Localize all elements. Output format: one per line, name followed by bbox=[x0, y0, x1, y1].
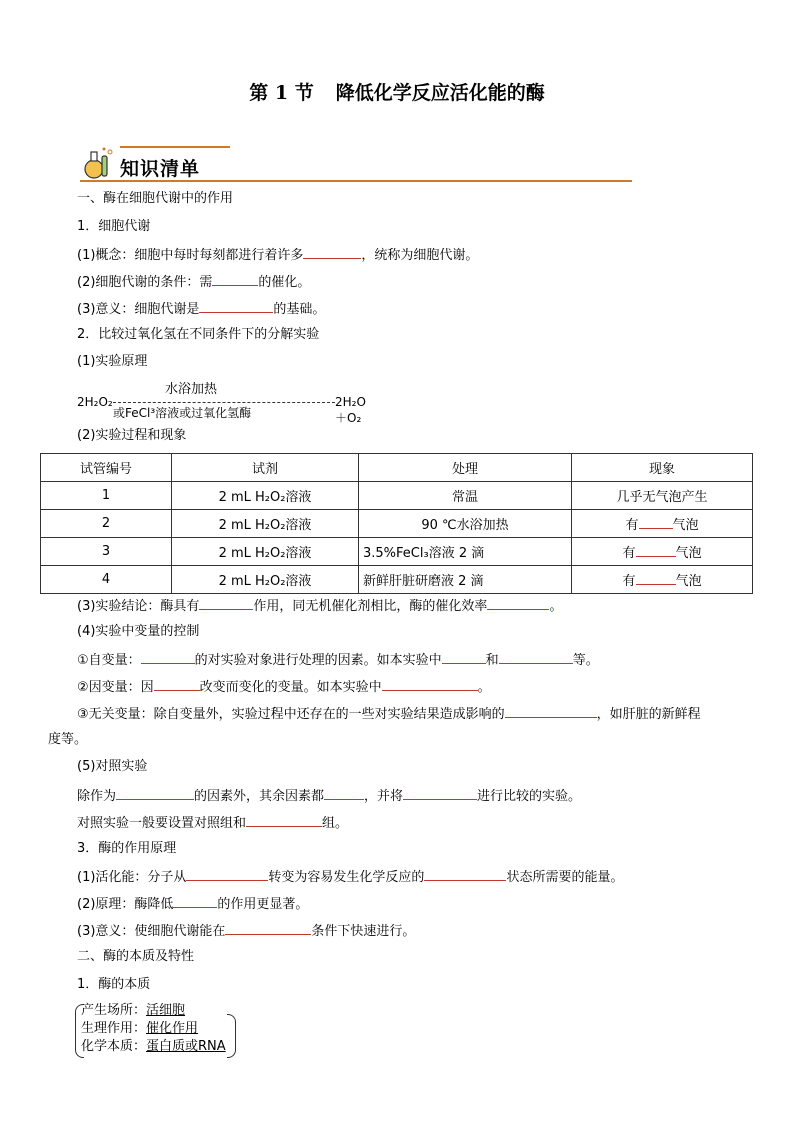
text: 。 bbox=[549, 599, 563, 614]
section-number: 第 1 节 bbox=[249, 82, 314, 104]
answer-blank[interactable] bbox=[303, 245, 361, 259]
text: 等。 bbox=[572, 653, 599, 668]
table-header: 现象 bbox=[572, 454, 753, 482]
answer-blank[interactable] bbox=[199, 299, 273, 313]
text: ①自变量： bbox=[77, 653, 141, 668]
page-title bbox=[0, 78, 794, 105]
text: 作用，同无机催化剂相比，酶的催化效率 bbox=[253, 599, 488, 614]
cell-result bbox=[572, 566, 753, 594]
text: 状态所需要的能量。 bbox=[506, 870, 624, 885]
line-meaning bbox=[77, 299, 325, 319]
text: 。 bbox=[477, 680, 491, 695]
answer-blank[interactable] bbox=[116, 786, 194, 800]
heading-s2-1: 1．酶的本质 bbox=[77, 977, 151, 992]
cell-result bbox=[572, 510, 753, 538]
cell-reagent: 2 mL H₂O₂溶液 bbox=[172, 510, 359, 538]
line-dependent-var bbox=[77, 677, 491, 697]
line-independent-var bbox=[77, 650, 599, 670]
answer-blank[interactable] bbox=[487, 596, 549, 610]
line-condition bbox=[77, 272, 310, 292]
text: 气泡 bbox=[675, 574, 702, 589]
answer-blank[interactable] bbox=[499, 650, 573, 664]
equation-condition-above: 水浴加热 bbox=[165, 382, 218, 397]
answer-blank[interactable] bbox=[186, 867, 268, 881]
cell-reagent: 2 mL H₂O₂溶液 bbox=[172, 538, 359, 566]
answer-blank[interactable] bbox=[212, 272, 258, 286]
reaction-equation bbox=[77, 378, 377, 425]
section-label: 知识清单 bbox=[120, 158, 201, 180]
answer-blank[interactable] bbox=[403, 786, 477, 800]
answer-blank[interactable] bbox=[636, 543, 676, 557]
essence-row bbox=[77, 1020, 226, 1038]
essence-value: 蛋白质或RNA bbox=[146, 1039, 226, 1054]
cell-reagent: 2 mL H₂O₂溶液 bbox=[172, 482, 359, 510]
essence-label: 化学本质： bbox=[81, 1039, 147, 1054]
cell-id: 2 bbox=[41, 510, 172, 538]
line-principle: (1)实验原理 bbox=[77, 354, 148, 369]
text: 的作用更显著。 bbox=[217, 897, 309, 912]
enzyme-essence-summary bbox=[77, 1002, 226, 1056]
heading-s2: 二、酶的本质及特性 bbox=[77, 949, 195, 964]
line-control-groups bbox=[77, 813, 348, 833]
text: 除作为 bbox=[77, 789, 117, 804]
text: (3)意义：细胞代谢是 bbox=[77, 302, 200, 317]
text: (3)意义：使细胞代谢能在 bbox=[77, 924, 226, 939]
experiment-table bbox=[40, 453, 753, 594]
line-irrelevant-var-cont: 度等。 bbox=[48, 732, 88, 747]
line-conclusion bbox=[77, 596, 562, 616]
cell-treatment: 常温 bbox=[359, 482, 572, 510]
text: 转变为容易发生化学反应的 bbox=[268, 870, 425, 885]
answer-blank[interactable] bbox=[442, 650, 486, 664]
answer-blank[interactable] bbox=[141, 650, 195, 664]
cell-treatment: 3.5%FeCl₃溶液 2 滴 bbox=[359, 538, 572, 566]
line-significance bbox=[77, 921, 415, 941]
answer-blank[interactable] bbox=[154, 677, 200, 691]
text: 组。 bbox=[322, 816, 349, 831]
text: 的催化。 bbox=[258, 275, 311, 290]
answer-blank[interactable] bbox=[505, 704, 597, 718]
cell-reagent: 2 mL H₂O₂溶液 bbox=[172, 566, 359, 594]
line-activation-energy bbox=[77, 867, 623, 887]
text: 的因素外，其余因素都 bbox=[194, 789, 325, 804]
text: (1)概念：细胞中每时每刻都进行着许多 bbox=[77, 248, 304, 263]
answer-blank[interactable] bbox=[382, 677, 478, 691]
equation-condition-below: 或FeCl³溶液或过氧化氢酶 bbox=[113, 406, 252, 420]
table-row bbox=[41, 510, 753, 538]
cell-result: 几乎无气泡产生 bbox=[572, 482, 753, 510]
section-title: 降低化学反应活化能的酶 bbox=[335, 82, 545, 104]
text: (2)细胞代谢的条件：需 bbox=[77, 275, 213, 290]
text: 和 bbox=[485, 653, 499, 668]
cell-treatment: 新鲜肝脏研磨液 2 滴 bbox=[359, 566, 572, 594]
table-header: 处理 bbox=[359, 454, 572, 482]
essence-value: 催化作用 bbox=[146, 1021, 199, 1036]
answer-blank[interactable] bbox=[173, 894, 217, 908]
text: (2)原理：酶降低 bbox=[77, 897, 174, 912]
text: 改变而变化的变量。如本实验中 bbox=[199, 680, 382, 695]
text: 气泡 bbox=[675, 546, 702, 561]
answer-blank[interactable] bbox=[636, 571, 676, 585]
text: 的对实验对象进行处理的因素。如本实验中 bbox=[194, 653, 442, 668]
text: 进行比较的实验。 bbox=[477, 789, 582, 804]
essence-label: 生理作用： bbox=[81, 1021, 147, 1036]
cell-id: 4 bbox=[41, 566, 172, 594]
text: ，统称为细胞代谢。 bbox=[361, 248, 479, 263]
table-row bbox=[41, 566, 753, 594]
answer-blank[interactable] bbox=[246, 813, 322, 827]
line-control-def bbox=[77, 786, 581, 806]
essence-value: 活细胞 bbox=[146, 1003, 186, 1018]
table-row bbox=[41, 538, 753, 566]
answer-blank[interactable] bbox=[424, 867, 506, 881]
heading-s1: 一、酶在细胞代谢中的作用 bbox=[77, 191, 234, 206]
table-header: 试管编号 bbox=[41, 454, 172, 482]
essence-row bbox=[77, 1038, 226, 1056]
line-mechanism bbox=[77, 894, 308, 914]
right-brace bbox=[227, 1014, 236, 1058]
table-header-row bbox=[41, 454, 753, 482]
text: 的基础。 bbox=[273, 302, 326, 317]
flask-icon bbox=[80, 146, 118, 180]
essence-label: 产生场所： bbox=[81, 1003, 147, 1018]
table-header: 试剂 bbox=[172, 454, 359, 482]
answer-blank[interactable] bbox=[199, 596, 253, 610]
equation-lhs: 2H₂O₂ bbox=[77, 395, 113, 409]
heading-s1-1: 1．细胞代谢 bbox=[77, 219, 151, 234]
text: ②因变量：因 bbox=[77, 680, 154, 695]
line-process: (2)实验过程和现象 bbox=[77, 428, 187, 443]
text: 有 bbox=[622, 546, 636, 561]
cell-id: 1 bbox=[41, 482, 172, 510]
line-control-exp: (5)对照实验 bbox=[77, 759, 148, 774]
cell-treatment: 90 ℃水浴加热 bbox=[359, 510, 572, 538]
answer-blank[interactable] bbox=[324, 786, 364, 800]
text: ，并将 bbox=[364, 789, 404, 804]
answer-blank[interactable] bbox=[639, 515, 673, 529]
essence-row bbox=[77, 1002, 226, 1020]
text: 气泡 bbox=[672, 518, 699, 533]
cell-id: 3 bbox=[41, 538, 172, 566]
line-irrelevant-var bbox=[77, 704, 701, 724]
text: (1)活化能：分子从 bbox=[77, 870, 187, 885]
cell-result bbox=[572, 538, 753, 566]
equation-rhs: 2H₂O＋O₂ bbox=[335, 395, 366, 425]
text: ③无关变量：除自变量外，实验过程中还存在的一些对实验结果造成影响的 bbox=[77, 707, 505, 722]
text: ，如肝脏的新鲜程 bbox=[596, 707, 701, 722]
reaction-arrow bbox=[113, 402, 335, 403]
text: (3)实验结论：酶具有 bbox=[77, 599, 200, 614]
answer-blank[interactable] bbox=[225, 921, 311, 935]
text: 有 bbox=[625, 518, 639, 533]
text: 对照实验一般要设置对照组和 bbox=[77, 816, 247, 831]
knowledge-list-header bbox=[80, 146, 632, 182]
heading-s1-2: 2．比较过氧化氢在不同条件下的分解实验 bbox=[77, 327, 320, 342]
table-row bbox=[41, 482, 753, 510]
text: 有 bbox=[622, 574, 636, 589]
line-variables: (4)实验中变量的控制 bbox=[77, 624, 200, 639]
heading-s1-3: 3．酶的作用原理 bbox=[77, 841, 177, 856]
line-concept bbox=[77, 245, 478, 265]
text: 条件下快速进行。 bbox=[311, 924, 416, 939]
